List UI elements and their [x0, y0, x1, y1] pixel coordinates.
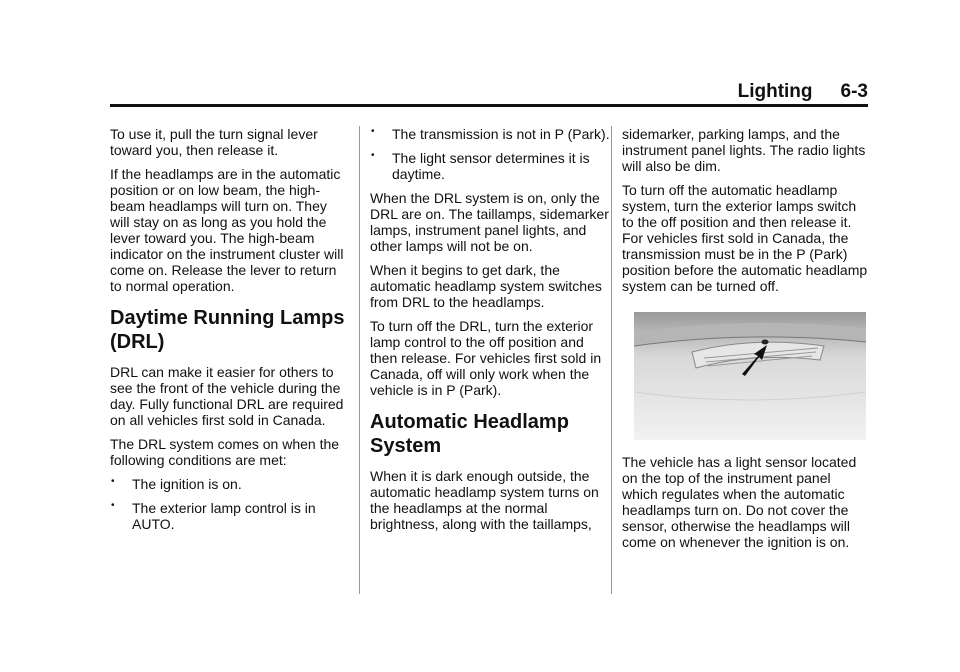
light-sensor-figure	[634, 312, 866, 440]
dashboard-illustration	[634, 312, 866, 440]
paragraph: When it begins to get dark, the automatic headlamp system switches from DRL to the headlamps.	[370, 262, 602, 310]
sensor-icon	[762, 340, 769, 345]
paragraph: To turn off the DRL, turn the exterior lamp control to the off position and then release. For vehicles first sold in Canada, off will only work when the vehicle is in P (Park).	[370, 318, 602, 398]
paragraph: To use it, pull the turn signal lever toward you, then release it.	[110, 126, 318, 158]
paragraph: sidemarker, parking lamps, and the instrument panel lights. The radio lights will also be dim.	[622, 126, 866, 174]
bullet-icon: •	[371, 126, 375, 137]
bullet-icon: •	[371, 150, 375, 161]
paragraph: When the DRL system is on, only the DRL are on. The taillamps, sidemarker lamps, instrument panel lights, and other lamps will not be on.	[370, 190, 609, 254]
column-1	[110, 126, 350, 540]
column-divider	[611, 126, 612, 594]
section-title: Lighting	[737, 81, 813, 102]
paragraph: DRL can make it easier for others to see the front of the vehicle during the day. Fully functional DRL are required on all vehicles first sold in Canada.	[110, 364, 344, 428]
paragraph: To turn off the automatic headlamp system, turn the exterior lamps switch to the off position and then release it. For vehicles first sold in Canada, the transmission must be in the P (Park) position before the automatic headlamp system can be turned off.	[622, 182, 868, 294]
paragraph: When it is dark enough outside, the automatic headlamp system turns on the headlamps at the normal brightness, along with the taillamps,	[370, 468, 599, 532]
list-item	[370, 150, 610, 182]
list-item	[110, 476, 350, 492]
page-header	[110, 82, 868, 102]
heading-drl: Daytime Running Lamps (DRL)	[110, 307, 345, 353]
paragraph: The DRL system comes on when the following conditions are met:	[110, 436, 340, 468]
column-2	[370, 126, 610, 540]
paragraph: If the headlamps are in the automatic position or on low beam, the high-beam headlamps will turn on. They will stay on as long as you hold the lever toward you. The high-beam indicator on the instrument cluster will come on. Release the lever to return to normal operation.	[110, 166, 344, 294]
bullet-icon: •	[111, 476, 115, 487]
list-item-text: The light sensor determines it is daytime.	[392, 150, 590, 182]
header-rule	[110, 104, 868, 107]
list-item-text: The transmission is not in P (Park).	[392, 126, 610, 142]
list-item	[370, 126, 610, 142]
list-item	[110, 500, 350, 532]
column-3	[622, 126, 868, 558]
list-item-text: The ignition is on.	[132, 476, 242, 492]
page-number: 6-3	[840, 81, 868, 102]
bullet-icon: •	[111, 500, 115, 511]
heading-automatic-headlamp: Automatic Headlamp System	[370, 411, 569, 457]
list-item-text: The exterior lamp control is in AUTO.	[132, 500, 316, 532]
paragraph: The vehicle has a light sensor located on the top of the instrument panel which regulates when the automatic headlamps turn on. Do not cover the sensor, otherwise the headlamps will come on whenever the ignition is on.	[622, 454, 857, 550]
column-divider	[359, 126, 360, 594]
